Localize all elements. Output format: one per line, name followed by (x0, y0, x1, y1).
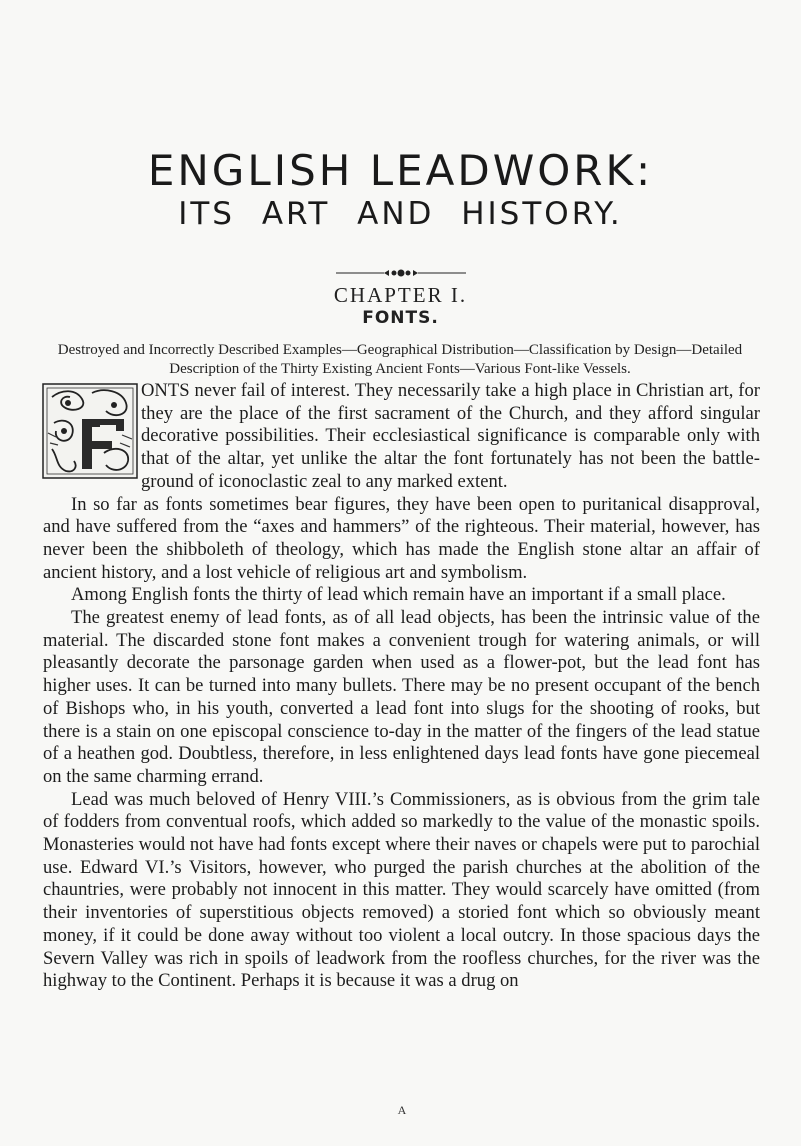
paragraph: Lead was much beloved of Henry VIII.’s Commissioners, as is obvious from the grim tale of fodders from conventual roofs, which added so markedly to the value of the monastic spoils. Monasteries would not have had fonts except where their naves or chapels were put to parochial use. Edward VI.’s Visitors, however, who purged the parish churches at the abolition of the chauntries, were probably not innocent in this matter. They would scarcely have omitted (from their inventories of superstitious objects removed) a storied font which so obviously meant money, if it could be done away without too violent a local outcry. In those spacious days the Severn Valley was rich in spoils of leadwork from the roofless churches, for the river was the highway to the Continent. Perhaps it is because it was a drug on (43, 788, 760, 992)
body-text (43, 380, 760, 993)
paragraph: In so far as fonts sometimes bear figures, they have been open to puritanical disapproval, and have suffered from the “axes and hammers” of the righteous. Their material, however, has never been the shibboleth of theology, which has made the English stone altar an affair of ancient history, and a lost vehicle of religious art and symbolism. (43, 493, 760, 583)
signature-mark: A (397, 1103, 407, 1117)
paragraph: ONTS never fail of interest. They necessarily take a high place in Christian art, for they are the place of the first sacrament of the Church, and they afford singular decorative possibilities. Their ecclesiastical significance is comparable only with that of the altar, yet unlike the altar the font fortunately has not been the battle-ground of iconoclastic zeal to any marked extent. (141, 380, 760, 492)
book-title: ENGLISH LEADWORK: (147, 146, 654, 195)
ornament-divider (336, 268, 466, 278)
paragraph: Among English fonts the thirty of lead which remain have an important if a small place. (71, 584, 726, 606)
paragraph: The greatest enemy of lead fonts, as of all lead objects, has been the intrinsic value of the material. The discarded stone font makes a convenient trough for watering animals, or will pleasantly decorate the parsonage garden when used as a flower-pot, but the lead font has higher uses. It can be turned into many bullets. There may be no present occupant of the bench of Bishops who, in his youth, converted a lead font into slugs for the shooting of rooks, but there is a stain on one episcopal conscience to-day in the matter of the fingers of the lead statue of a heathen god. Doubtless, therefore, in less enlightened days lead fonts have gone piecemeal on the same charming errand. (43, 607, 760, 787)
book-subtitle: ITS ART AND HISTORY. (178, 196, 623, 232)
chapter-name: FONTS. (362, 308, 439, 328)
chapter-synopsis: Destroyed and Incorrectly Described Examples—Geographical Distribution—Classification by Design—Detailed Description of the Thirty Existing Ancient Fonts—Various Font-like Vessels. (57, 342, 743, 377)
chapter-label: CHAPTER I. (333, 283, 468, 307)
